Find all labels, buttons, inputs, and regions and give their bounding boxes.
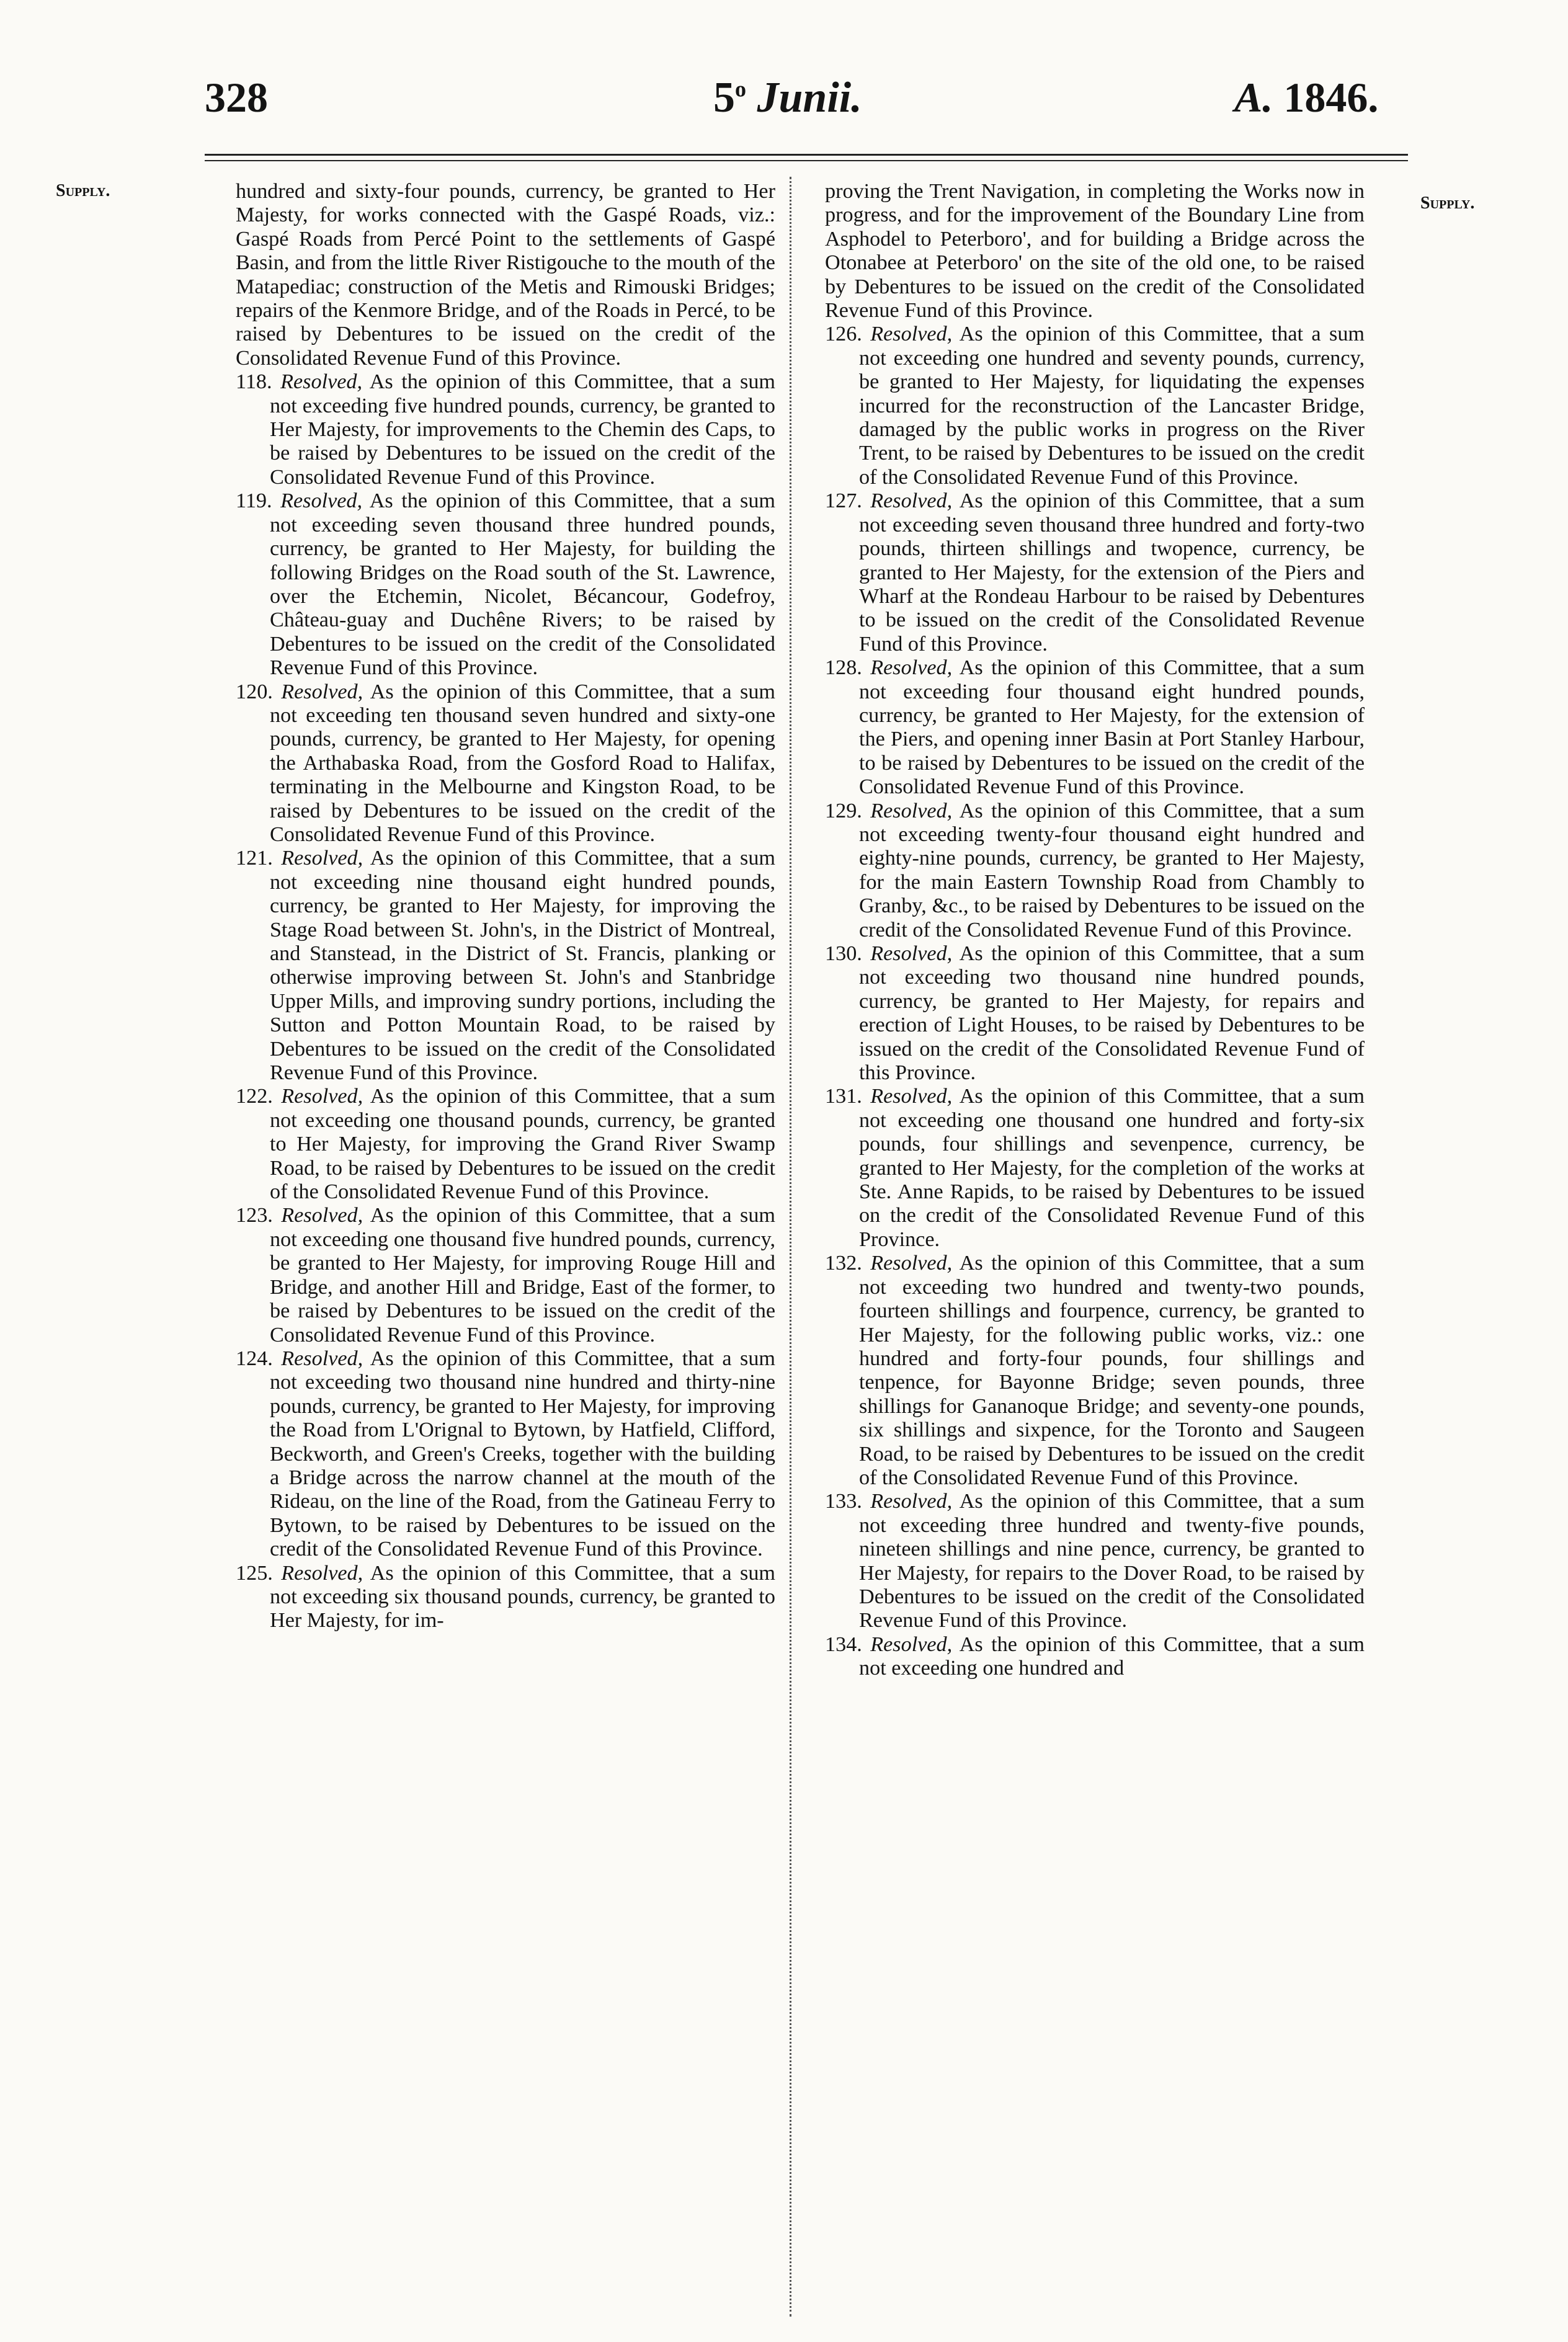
resolution-number: 121. [236,847,273,870]
resolution-number: 134. [825,1632,862,1656]
resolution-text: As the opinion of this Committee, that a sum not exceeding ten thousand seven hundred and sixty-one pounds, currency, be granted to Her Majesty, for opening the Arthabaska Road, from the Gosford Road to Halifax, terminating in the Melbourne and Kingston Road, to be raised by Debentures to be issued on the credit of the Consolidated Revenue Fund of this Province. [270,680,776,846]
right-column [825,180,1365,1681]
year-value: 1846. [1283,74,1379,121]
date-degree: o [735,76,746,102]
resolution-text: As the opinion of this Committee, that a sum not exceeding twenty-four thousand eight hundred and eighty-nine pounds, currency, be granted to Her Majesty, for the main Eastern Township Road from Chambly to Granby, &c., to be raised by Debentures to be issued on the credit of the Consolidated Revenue Fund of this Province. [859,799,1365,942]
header-rule-bottom [205,160,1408,161]
resolution-paragraph [825,323,1365,489]
margin-note-right: Supply. [1420,194,1475,213]
resolution-paragraph [236,680,775,847]
resolved-word: Resolved, [870,942,953,965]
date-word: Junii. [757,74,862,122]
resolution-text: As the opinion of this Committee, that a sum not exceeding two thousand nine hundred and thirty-nine pounds, currency, be granted to Her Majesty, for improving the Road from L'Orignal to Bytown, by Hatfield, Clifford, Beckworth, and Green's Creeks, together with the building a Bridge across the narrow channel at the mouth of the Rideau, on the line of the Road, from the Gatineau Ferry to Bytown, to be raised by Debentures to be issued on the credit of the Consolidated Revenue Fund of this Province. [270,1347,776,1561]
resolution-paragraph [236,1562,775,1633]
resolved-word: Resolved, [281,1204,363,1227]
resolved-word: Resolved, [870,1252,953,1275]
resolution-text: As the opinion of this Committee, that a sum not exceeding six thousand pounds, currency, be granted to Her Majesty, for im- [270,1561,776,1632]
page-header [0,73,1568,141]
resolved-word: Resolved, [870,1632,953,1656]
resolution-text: As the opinion of this Committee, that a sum not exceeding one hundred and seventy pounds, currency, be granted to Her Majesty, for liquidating the expenses incurred for the reconstruction of the Lancaster Bridge, damaged by the public works in progress on the River Trent, to be raised by Debentures to be issued on the credit of the Consolidated Revenue Fund of this Province. [859,323,1365,489]
resolution-text: As the opinion of this Committee, that a sum not exceeding five hundred pounds, currency, be granted to Her Majesty, for improvements to the Chemin des Caps, to be raised by Debentures to be issued on the credit of the Consolidated Revenue Fund of this Province. [270,370,776,489]
resolution-paragraph [236,1347,775,1562]
left-opening-paragraph: hundred and sixty-four pounds, currency, be granted to Her Majesty, for works connected with the Gaspé Roads, viz.: Gaspé Roads from Percé Point to the settlements of Gaspé Basin, and from the little River Ristigouche to the mouth of the Matapediac; construction of the Metis and Rimouski Bridges; repairs of the Kenmore Bridge, and of the Roads in Percé, to be raised by Debentures to be issued on the credit of the Consolidated Revenue Fund of this Province. [236,180,775,370]
resolution-number: 124. [236,1347,273,1370]
resolution-number: 132. [825,1252,862,1275]
right-opening-paragraph: proving the Trent Navigation, in completing the Works now in progress, and for the improvement of the Boundary Line from Asphodel to Peterboro', and for building a Bridge across the Otonabee at Peterboro' on the site of the old one, to be raised by Debentures to be issued on the credit of the Consolidated Revenue Fund of this Province. [825,180,1365,323]
resolved-word: Resolved, [280,370,363,394]
resolution-number: 133. [825,1490,862,1513]
resolution-paragraph [236,847,775,1085]
resolution-paragraph [236,1204,775,1347]
resolution-text: As the opinion of this Committee, that a sum not exceeding two hundred and twenty-two pounds, fourteen shillings and fourpence, currency, be granted to Her Majesty, for the following public works, viz.: one hundred and forty-four pounds, four shillings and tenpence, for Bayonne Bridge; seven pounds, three shillings for Gananoque Bridge; and seventy-one pounds, six shillings and sixpence, for the Toronto and Saugeen Road, to be raised by Debentures to be issued on the credit of the Consolidated Revenue Fund of this Province. [859,1252,1365,1489]
resolution-paragraph [825,1633,1365,1681]
date-prefix: 5 [713,74,735,122]
resolution-text: As the opinion of this Committee, that a sum not exceeding one hundred and [859,1632,1365,1680]
page-number: 328 [205,74,268,121]
resolution-number: 130. [825,942,862,965]
resolution-number: 122. [236,1085,273,1108]
resolved-word: Resolved, [281,847,363,870]
resolution-paragraph [825,942,1365,1085]
resolution-number: 118. [236,370,272,394]
resolved-word: Resolved, [281,1347,363,1370]
resolved-word: Resolved, [280,489,363,513]
resolution-paragraph [825,1490,1365,1632]
year-prefix: A. [1234,74,1273,121]
resolution-paragraph [236,1085,775,1204]
resolution-number: 119. [236,489,272,513]
resolution-text: As the opinion of this Committee, that a sum not exceeding three hundred and twenty-five pounds, nineteen shillings and nine pence, currency, be granted to Her Majesty, for repairs to the Dover Road, to be raised by Debentures to be issued on the credit of the Consolidated Revenue Fund of this Province. [859,1490,1365,1632]
resolved-word: Resolved, [870,1490,953,1513]
resolved-word: Resolved, [870,656,953,680]
resolution-paragraph [825,1252,1365,1490]
resolution-paragraph [825,799,1365,942]
resolved-word: Resolved, [870,1085,953,1108]
resolution-paragraph [825,489,1365,656]
resolution-text: As the opinion of this Committee, that a sum not exceeding one thousand one hundred and forty-six pounds, four shillings and sevenpence, currency, be granted to Her Majesty, for the completion of the works at Ste. Anne Rapids, to be raised by Debentures to be issued on the credit of the Consolidated Revenue Fund of this Province. [859,1085,1365,1251]
resolved-word: Resolved, [870,323,953,346]
resolved-word: Resolved, [281,1561,363,1585]
resolution-number: 128. [825,656,862,680]
margin-note-left: Supply. [56,181,110,200]
page-year [1234,73,1378,122]
resolution-number: 125. [236,1561,273,1585]
column-divider [790,177,791,2317]
resolution-text: As the opinion of this Committee, that a sum not exceeding one thousand pounds, currency, be granted to Her Majesty, for improving the Grand River Swamp Road, to be raised by Debentures to be issued on the credit of the Consolidated Revenue Fund of this Province. [270,1085,776,1204]
resolution-text: As the opinion of this Committee, that a sum not exceeding nine thousand eight hundred pounds, currency, be granted to Her Majesty, for improving the Stage Road between St. John's, in the District of Montreal, and Stanstead, in the District of St. Francis, planking or otherwise improving between St. John's and Stanbridge Upper Mills, and improving sundry portions, including the Sutton and Potton Mountain Road, to be raised by Debentures to be issued on the credit of the Consolidated Revenue Fund of this Province. [270,847,776,1085]
resolution-text: As the opinion of this Committee, that a sum not exceeding four thousand eight hundred pounds, currency, be granted to Her Majesty, for the extension of the Piers, and opening inner Basin at Port Stanley Harbour, to be raised by Debentures to be issued on the credit of the Consolidated Revenue Fund of this Province. [859,656,1365,799]
resolved-word: Resolved, [870,489,953,513]
resolved-word: Resolved, [281,680,363,703]
resolution-number: 131. [825,1085,862,1108]
resolution-text: As the opinion of this Committee, that a sum not exceeding seven thousand three hundred pounds, currency, be granted to Her Majesty, for building the following Bridges on the Road south of the St. Lawrence, over the Etchemin, Nicolet, Bécancour, Godefroy, Château-guay and Duchêne Rivers; to be raised by Debentures to be issued on the credit of the Consolidated Revenue Fund of this Province. [270,489,776,680]
resolution-text: As the opinion of this Committee, that a sum not exceeding one thousand five hundred pounds, currency, be granted to Her Majesty, for improving Rouge Hill and Bridge, and another Hill and Bridge, East of the former, to be raised by Debentures to be issued on the credit of the Consolidated Revenue Fund of this Province. [270,1204,776,1347]
resolved-word: Resolved, [281,1085,363,1108]
resolution-number: 123. [236,1204,273,1227]
resolution-text: As the opinion of this Committee, that a sum not exceeding seven thousand three hundred and forty-two pounds, thirteen shillings and twopence, currency, be granted to Her Majesty, for the extension of the Piers and Wharf at the Rondeau Harbour to be raised by Debentures to be issued on the credit of the Consolidated Revenue Fund of this Province. [859,489,1365,656]
resolution-paragraph [825,1085,1365,1252]
resolution-text: As the opinion of this Committee, that a sum not exceeding two thousand nine hundred pounds, currency, be granted to Her Majesty, for repairs and erection of Light Houses, to be raised by Debentures to be issued on the credit of the Consolidated Revenue Fund of this Province. [859,942,1365,1085]
header-rule-top [205,154,1408,156]
resolution-paragraph [825,656,1365,799]
resolution-number: 129. [825,799,862,822]
resolution-paragraph [236,489,775,680]
resolution-number: 126. [825,323,862,346]
left-column [236,180,775,1633]
resolution-paragraph [236,370,775,489]
page-date [713,73,862,123]
resolution-number: 120. [236,680,273,703]
resolution-number: 127. [825,489,862,513]
resolved-word: Resolved, [870,799,953,822]
